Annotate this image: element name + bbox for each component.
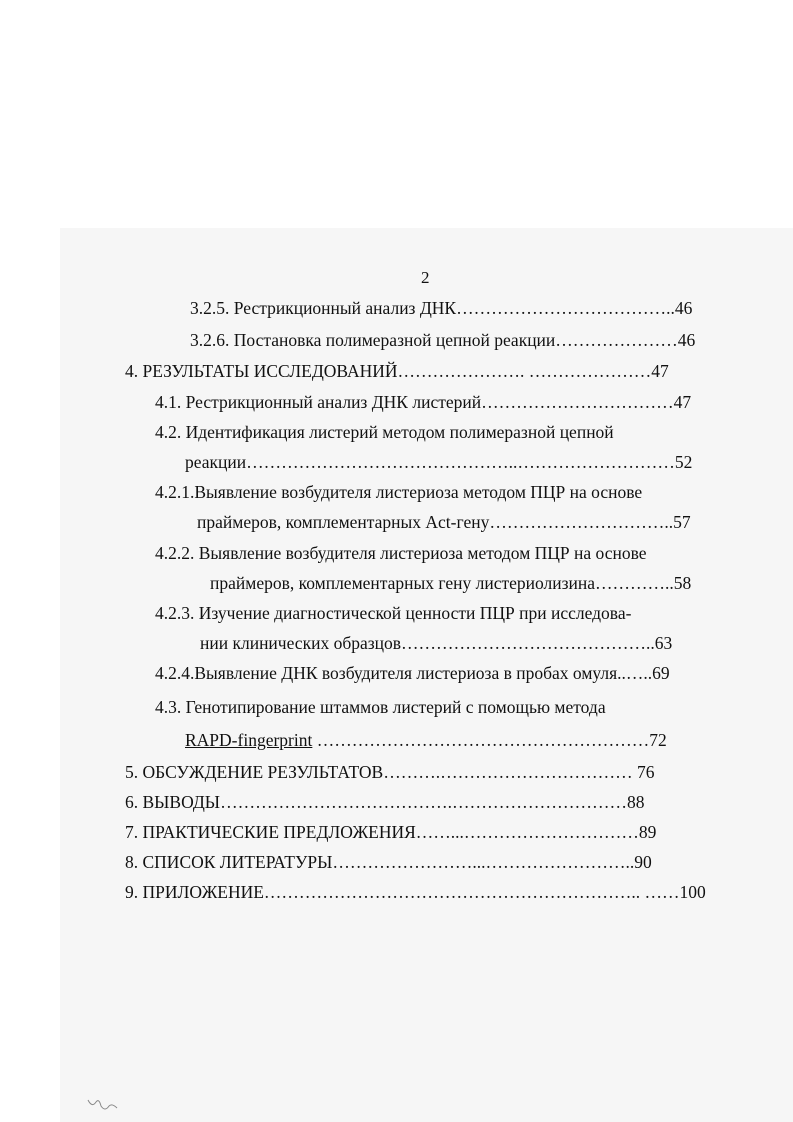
toc-entry-5: 5. ОБСУЖДЕНИЕ РЕЗУЛЬТАТОВ……….…………………………… 76 (125, 762, 655, 782)
toc-entry-3-2-6: 3.2.6. Постановка полимеразной цепной реакции…………………46 (190, 330, 696, 350)
toc-entry-4-3: 4.3. Генотипирование штаммов листерий с помощью метода (155, 697, 606, 717)
toc-entry-4-2-2-cont: праймеров, комплементарных гену листериолизина…………..58 (210, 573, 692, 593)
toc-entry-4: 4. РЕЗУЛЬТАТЫ ИССЛЕДОВАНИЙ…………………. …………………47 (125, 361, 669, 381)
toc-entry-4-2-cont: реакции………………………………………..………………………52 (185, 452, 693, 472)
toc-entry-8: 8. СПИСОК ЛИТЕРАТУРЫ……………………...……………………..90 (125, 852, 652, 872)
toc-entry-4-2-3: 4.2.3. Изучение диагностической ценности ПЦР при исследова- (155, 603, 632, 623)
toc-entry-4-2-2: 4.2.2. Выявление возбудителя листериоза методом ПЦР на основе (155, 543, 647, 563)
toc-entry-4-3-cont (185, 730, 667, 750)
page-number: 2 (421, 268, 430, 287)
toc-entry-7: 7. ПРАКТИЧЕСКИЕ ПРЕДЛОЖЕНИЯ……...…………………………89 (125, 822, 657, 842)
rapd-fingerprint-label: RAPD-fingerprint (185, 730, 313, 750)
toc-entry-4-2: 4.2. Идентификация листерий методом полимеразной цепной (155, 422, 614, 442)
pencil-mark (86, 1096, 126, 1116)
toc-entry-9: 9. ПРИЛОЖЕНИЕ……………………………………………………….. ……100 (125, 882, 706, 902)
toc-entry-3-2-5: 3.2.5. Рестрикционный анализ ДНК………………………………..46 (190, 298, 693, 318)
toc-entry-4-2-4: 4.2.4.Выявление ДНК возбудителя листериоза в пробах омуля..…..69 (155, 663, 670, 683)
toc-entry-4-2-3-cont: нии клинических образцов……………………………………..63 (200, 633, 673, 653)
toc-entry-6: 6. ВЫВОДЫ………………………………….…………………………88 (125, 792, 645, 812)
toc-entry-4-2-1-cont: праймеров, комплементарных Act-гену…………………………..57 (197, 512, 691, 532)
toc-entry-4-3-leader: …………………………………………………72 (312, 730, 667, 750)
toc-entry-4-2-1: 4.2.1.Выявление возбудителя листериоза методом ПЦР на основе (155, 482, 643, 502)
toc-entry-4-1: 4.1. Рестрикционный анализ ДНК листерий……………………………47 (155, 392, 692, 412)
